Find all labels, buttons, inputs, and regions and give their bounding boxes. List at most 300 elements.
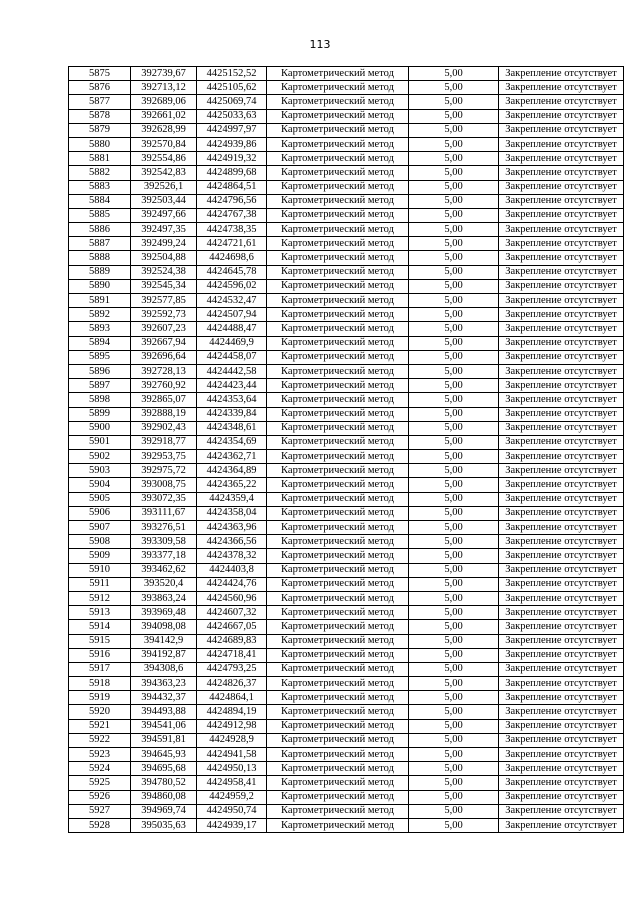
point-number-cell: 5889 bbox=[69, 265, 131, 279]
method-cell: Картометрический метод bbox=[267, 109, 409, 123]
method-cell: Картометрический метод bbox=[267, 691, 409, 705]
y-coordinate-cell: 4424826,37 bbox=[197, 677, 267, 691]
x-coordinate-cell: 392760,92 bbox=[131, 379, 197, 393]
fixation-note-cell: Закрепление отсутствует bbox=[499, 521, 624, 535]
x-coordinate-cell: 394493,88 bbox=[131, 705, 197, 719]
table-row bbox=[69, 719, 624, 733]
point-number-cell: 5878 bbox=[69, 109, 131, 123]
fixation-note-cell: Закрепление отсутствует bbox=[499, 407, 624, 421]
x-coordinate-cell: 393276,51 bbox=[131, 521, 197, 535]
fixation-note-cell: Закрепление отсутствует bbox=[499, 251, 624, 265]
fixation-note-cell: Закрепление отсутствует bbox=[499, 634, 624, 648]
fixation-note-cell: Закрепление отсутствует bbox=[499, 748, 624, 762]
point-number-cell: 5888 bbox=[69, 251, 131, 265]
fixation-note-cell: Закрепление отсутствует bbox=[499, 379, 624, 393]
accuracy-cell: 5,00 bbox=[409, 364, 499, 378]
x-coordinate-cell: 393462,62 bbox=[131, 563, 197, 577]
point-number-cell: 5909 bbox=[69, 549, 131, 563]
fixation-note-cell: Закрепление отсутствует bbox=[499, 308, 624, 322]
accuracy-cell: 5,00 bbox=[409, 223, 499, 237]
y-coordinate-cell: 4424596,02 bbox=[197, 279, 267, 293]
x-coordinate-cell: 394860,08 bbox=[131, 790, 197, 804]
x-coordinate-cell: 393111,67 bbox=[131, 506, 197, 520]
y-coordinate-cell: 4424912,98 bbox=[197, 719, 267, 733]
accuracy-cell: 5,00 bbox=[409, 166, 499, 180]
accuracy-cell: 5,00 bbox=[409, 435, 499, 449]
y-coordinate-cell: 4424442,58 bbox=[197, 364, 267, 378]
x-coordinate-cell: 392728,13 bbox=[131, 364, 197, 378]
method-cell: Картометрический метод bbox=[267, 237, 409, 251]
point-number-cell: 5886 bbox=[69, 223, 131, 237]
accuracy-cell: 5,00 bbox=[409, 620, 499, 634]
method-cell: Картометрический метод bbox=[267, 478, 409, 492]
table-row bbox=[69, 705, 624, 719]
point-number-cell: 5917 bbox=[69, 662, 131, 676]
table-row bbox=[69, 208, 624, 222]
y-coordinate-cell: 4424738,35 bbox=[197, 223, 267, 237]
x-coordinate-cell: 395035,63 bbox=[131, 818, 197, 832]
accuracy-cell: 5,00 bbox=[409, 634, 499, 648]
method-cell: Картометрический метод bbox=[267, 294, 409, 308]
method-cell: Картометрический метод bbox=[267, 804, 409, 818]
point-number-cell: 5928 bbox=[69, 818, 131, 832]
fixation-note-cell: Закрепление отсутствует bbox=[499, 364, 624, 378]
y-coordinate-cell: 4424928,9 bbox=[197, 733, 267, 747]
y-coordinate-cell: 4424507,94 bbox=[197, 308, 267, 322]
x-coordinate-cell: 392592,73 bbox=[131, 308, 197, 322]
fixation-note-cell: Закрепление отсутствует bbox=[499, 677, 624, 691]
fixation-note-cell: Закрепление отсутствует bbox=[499, 393, 624, 407]
accuracy-cell: 5,00 bbox=[409, 818, 499, 832]
method-cell: Картометрический метод bbox=[267, 506, 409, 520]
x-coordinate-cell: 392526,1 bbox=[131, 180, 197, 194]
accuracy-cell: 5,00 bbox=[409, 648, 499, 662]
y-coordinate-cell: 4424767,38 bbox=[197, 208, 267, 222]
method-cell: Картометрический метод bbox=[267, 364, 409, 378]
accuracy-cell: 5,00 bbox=[409, 492, 499, 506]
fixation-note-cell: Закрепление отсутствует bbox=[499, 223, 624, 237]
y-coordinate-cell: 4424362,71 bbox=[197, 450, 267, 464]
x-coordinate-cell: 392524,38 bbox=[131, 265, 197, 279]
accuracy-cell: 5,00 bbox=[409, 350, 499, 364]
point-number-cell: 5912 bbox=[69, 591, 131, 605]
fixation-note-cell: Закрепление отсутствует bbox=[499, 719, 624, 733]
method-cell: Картометрический метод bbox=[267, 748, 409, 762]
table-row bbox=[69, 506, 624, 520]
table-row bbox=[69, 407, 624, 421]
y-coordinate-cell: 4424950,13 bbox=[197, 762, 267, 776]
y-coordinate-cell: 4424348,61 bbox=[197, 421, 267, 435]
y-coordinate-cell: 4424458,07 bbox=[197, 350, 267, 364]
fixation-note-cell: Закрепление отсутствует bbox=[499, 279, 624, 293]
x-coordinate-cell: 392888,19 bbox=[131, 407, 197, 421]
table-row bbox=[69, 492, 624, 506]
point-number-cell: 5879 bbox=[69, 123, 131, 137]
accuracy-cell: 5,00 bbox=[409, 152, 499, 166]
method-cell: Картометрический метод bbox=[267, 662, 409, 676]
accuracy-cell: 5,00 bbox=[409, 563, 499, 577]
y-coordinate-cell: 4424939,86 bbox=[197, 137, 267, 151]
method-cell: Картометрический метод bbox=[267, 492, 409, 506]
y-coordinate-cell: 4424793,25 bbox=[197, 662, 267, 676]
x-coordinate-cell: 394645,93 bbox=[131, 748, 197, 762]
x-coordinate-cell: 392497,66 bbox=[131, 208, 197, 222]
x-coordinate-cell: 392554,86 bbox=[131, 152, 197, 166]
accuracy-cell: 5,00 bbox=[409, 591, 499, 605]
y-coordinate-cell: 4424353,64 bbox=[197, 393, 267, 407]
y-coordinate-cell: 4424864,1 bbox=[197, 691, 267, 705]
fixation-note-cell: Закрепление отсутствует bbox=[499, 662, 624, 676]
x-coordinate-cell: 392865,07 bbox=[131, 393, 197, 407]
accuracy-cell: 5,00 bbox=[409, 67, 499, 81]
y-coordinate-cell: 4424959,2 bbox=[197, 790, 267, 804]
table-row bbox=[69, 265, 624, 279]
fixation-note-cell: Закрепление отсутствует bbox=[499, 166, 624, 180]
x-coordinate-cell: 392545,34 bbox=[131, 279, 197, 293]
table-row bbox=[69, 393, 624, 407]
x-coordinate-cell: 394363,23 bbox=[131, 677, 197, 691]
point-number-cell: 5877 bbox=[69, 95, 131, 109]
method-cell: Картометрический метод bbox=[267, 733, 409, 747]
y-coordinate-cell: 4425069,74 bbox=[197, 95, 267, 109]
accuracy-cell: 5,00 bbox=[409, 677, 499, 691]
fixation-note-cell: Закрепление отсутствует bbox=[499, 691, 624, 705]
fixation-note-cell: Закрепление отсутствует bbox=[499, 336, 624, 350]
y-coordinate-cell: 4424365,22 bbox=[197, 478, 267, 492]
accuracy-cell: 5,00 bbox=[409, 393, 499, 407]
method-cell: Картометрический метод bbox=[267, 464, 409, 478]
y-coordinate-cell: 4424607,32 bbox=[197, 606, 267, 620]
accuracy-cell: 5,00 bbox=[409, 719, 499, 733]
fixation-note-cell: Закрепление отсутствует bbox=[499, 804, 624, 818]
table-row bbox=[69, 137, 624, 151]
x-coordinate-cell: 394780,52 bbox=[131, 776, 197, 790]
point-number-cell: 5918 bbox=[69, 677, 131, 691]
x-coordinate-cell: 392497,35 bbox=[131, 223, 197, 237]
point-number-cell: 5898 bbox=[69, 393, 131, 407]
table-row bbox=[69, 591, 624, 605]
point-number-cell: 5902 bbox=[69, 450, 131, 464]
y-coordinate-cell: 4424403,8 bbox=[197, 563, 267, 577]
accuracy-cell: 5,00 bbox=[409, 748, 499, 762]
y-coordinate-cell: 4424358,04 bbox=[197, 506, 267, 520]
point-number-cell: 5915 bbox=[69, 634, 131, 648]
accuracy-cell: 5,00 bbox=[409, 662, 499, 676]
table-row bbox=[69, 549, 624, 563]
x-coordinate-cell: 394308,6 bbox=[131, 662, 197, 676]
y-coordinate-cell: 4424532,47 bbox=[197, 294, 267, 308]
method-cell: Картометрический метод bbox=[267, 606, 409, 620]
y-coordinate-cell: 4424378,32 bbox=[197, 549, 267, 563]
table-row bbox=[69, 294, 624, 308]
point-number-cell: 5921 bbox=[69, 719, 131, 733]
accuracy-cell: 5,00 bbox=[409, 790, 499, 804]
accuracy-cell: 5,00 bbox=[409, 733, 499, 747]
method-cell: Картометрический метод bbox=[267, 67, 409, 81]
x-coordinate-cell: 392504,88 bbox=[131, 251, 197, 265]
method-cell: Картометрический метод bbox=[267, 677, 409, 691]
method-cell: Картометрический метод bbox=[267, 152, 409, 166]
method-cell: Картометрический метод bbox=[267, 223, 409, 237]
fixation-note-cell: Закрепление отсутствует bbox=[499, 450, 624, 464]
accuracy-cell: 5,00 bbox=[409, 137, 499, 151]
x-coordinate-cell: 393008,75 bbox=[131, 478, 197, 492]
table-row bbox=[69, 521, 624, 535]
table-row bbox=[69, 450, 624, 464]
point-number-cell: 5895 bbox=[69, 350, 131, 364]
method-cell: Картометрический метод bbox=[267, 705, 409, 719]
method-cell: Картометрический метод bbox=[267, 350, 409, 364]
accuracy-cell: 5,00 bbox=[409, 194, 499, 208]
table-row bbox=[69, 223, 624, 237]
table-row bbox=[69, 464, 624, 478]
x-coordinate-cell: 392902,43 bbox=[131, 421, 197, 435]
x-coordinate-cell: 394192,87 bbox=[131, 648, 197, 662]
accuracy-cell: 5,00 bbox=[409, 549, 499, 563]
x-coordinate-cell: 392975,72 bbox=[131, 464, 197, 478]
table-row bbox=[69, 308, 624, 322]
fixation-note-cell: Закрепление отсутствует bbox=[499, 180, 624, 194]
method-cell: Картометрический метод bbox=[267, 776, 409, 790]
accuracy-cell: 5,00 bbox=[409, 535, 499, 549]
point-number-cell: 5913 bbox=[69, 606, 131, 620]
fixation-note-cell: Закрепление отсутствует bbox=[499, 95, 624, 109]
y-coordinate-cell: 4424364,89 bbox=[197, 464, 267, 478]
x-coordinate-cell: 392661,02 bbox=[131, 109, 197, 123]
page-number: 113 bbox=[309, 38, 331, 51]
fixation-note-cell: Закрепление отсутствует bbox=[499, 762, 624, 776]
x-coordinate-cell: 394098,08 bbox=[131, 620, 197, 634]
y-coordinate-cell: 4424894,19 bbox=[197, 705, 267, 719]
fixation-note-cell: Закрепление отсутствует bbox=[499, 152, 624, 166]
x-coordinate-cell: 393072,35 bbox=[131, 492, 197, 506]
table-row bbox=[69, 180, 624, 194]
point-number-cell: 5926 bbox=[69, 790, 131, 804]
method-cell: Картометрический метод bbox=[267, 450, 409, 464]
method-cell: Картометрический метод bbox=[267, 265, 409, 279]
x-coordinate-cell: 393969,48 bbox=[131, 606, 197, 620]
point-number-cell: 5904 bbox=[69, 478, 131, 492]
point-number-cell: 5890 bbox=[69, 279, 131, 293]
fixation-note-cell: Закрепление отсутствует bbox=[499, 67, 624, 81]
accuracy-cell: 5,00 bbox=[409, 478, 499, 492]
y-coordinate-cell: 4424667,05 bbox=[197, 620, 267, 634]
point-number-cell: 5894 bbox=[69, 336, 131, 350]
method-cell: Картометрический метод bbox=[267, 648, 409, 662]
fixation-note-cell: Закрепление отсутствует bbox=[499, 194, 624, 208]
y-coordinate-cell: 4424363,96 bbox=[197, 521, 267, 535]
table-row bbox=[69, 435, 624, 449]
method-cell: Картометрический метод bbox=[267, 563, 409, 577]
y-coordinate-cell: 4424359,4 bbox=[197, 492, 267, 506]
point-number-cell: 5923 bbox=[69, 748, 131, 762]
method-cell: Картометрический метод bbox=[267, 95, 409, 109]
y-coordinate-cell: 4425033,63 bbox=[197, 109, 267, 123]
table-row bbox=[69, 634, 624, 648]
method-cell: Картометрический метод bbox=[267, 719, 409, 733]
x-coordinate-cell: 392499,24 bbox=[131, 237, 197, 251]
fixation-note-cell: Закрепление отсутствует bbox=[499, 591, 624, 605]
point-number-cell: 5908 bbox=[69, 535, 131, 549]
fixation-note-cell: Закрепление отсутствует bbox=[499, 109, 624, 123]
fixation-note-cell: Закрепление отсутствует bbox=[499, 577, 624, 591]
y-coordinate-cell: 4424339,84 bbox=[197, 407, 267, 421]
method-cell: Картометрический метод bbox=[267, 180, 409, 194]
accuracy-cell: 5,00 bbox=[409, 123, 499, 137]
method-cell: Картометрический метод bbox=[267, 762, 409, 776]
x-coordinate-cell: 392542,83 bbox=[131, 166, 197, 180]
y-coordinate-cell: 4424488,47 bbox=[197, 322, 267, 336]
point-number-cell: 5884 bbox=[69, 194, 131, 208]
point-number-cell: 5900 bbox=[69, 421, 131, 435]
accuracy-cell: 5,00 bbox=[409, 237, 499, 251]
y-coordinate-cell: 4424366,56 bbox=[197, 535, 267, 549]
fixation-note-cell: Закрепление отсутствует bbox=[499, 606, 624, 620]
accuracy-cell: 5,00 bbox=[409, 279, 499, 293]
point-number-cell: 5882 bbox=[69, 166, 131, 180]
method-cell: Картометрический метод bbox=[267, 407, 409, 421]
accuracy-cell: 5,00 bbox=[409, 407, 499, 421]
accuracy-cell: 5,00 bbox=[409, 762, 499, 776]
table-row bbox=[69, 535, 624, 549]
accuracy-cell: 5,00 bbox=[409, 109, 499, 123]
x-coordinate-cell: 394591,81 bbox=[131, 733, 197, 747]
x-coordinate-cell: 392696,64 bbox=[131, 350, 197, 364]
point-number-cell: 5907 bbox=[69, 521, 131, 535]
method-cell: Картометрический метод bbox=[267, 251, 409, 265]
accuracy-cell: 5,00 bbox=[409, 322, 499, 336]
method-cell: Картометрический метод bbox=[267, 535, 409, 549]
x-coordinate-cell: 393520,4 bbox=[131, 577, 197, 591]
method-cell: Картометрический метод bbox=[267, 620, 409, 634]
accuracy-cell: 5,00 bbox=[409, 95, 499, 109]
x-coordinate-cell: 394432,37 bbox=[131, 691, 197, 705]
accuracy-cell: 5,00 bbox=[409, 81, 499, 95]
table-row bbox=[69, 662, 624, 676]
y-coordinate-cell: 4424796,56 bbox=[197, 194, 267, 208]
x-coordinate-cell: 392667,94 bbox=[131, 336, 197, 350]
table-row bbox=[69, 478, 624, 492]
fixation-note-cell: Закрепление отсутствует bbox=[499, 648, 624, 662]
accuracy-cell: 5,00 bbox=[409, 464, 499, 478]
accuracy-cell: 5,00 bbox=[409, 577, 499, 591]
table-row bbox=[69, 620, 624, 634]
fixation-note-cell: Закрепление отсутствует bbox=[499, 705, 624, 719]
accuracy-cell: 5,00 bbox=[409, 265, 499, 279]
method-cell: Картометрический метод bbox=[267, 790, 409, 804]
table-row bbox=[69, 379, 624, 393]
accuracy-cell: 5,00 bbox=[409, 804, 499, 818]
fixation-note-cell: Закрепление отсутствует bbox=[499, 350, 624, 364]
x-coordinate-cell: 393377,18 bbox=[131, 549, 197, 563]
fixation-note-cell: Закрепление отсутствует bbox=[499, 492, 624, 506]
x-coordinate-cell: 392953,75 bbox=[131, 450, 197, 464]
point-number-cell: 5897 bbox=[69, 379, 131, 393]
y-coordinate-cell: 4424721,61 bbox=[197, 237, 267, 251]
y-coordinate-cell: 4424950,74 bbox=[197, 804, 267, 818]
table-row bbox=[69, 279, 624, 293]
fixation-note-cell: Закрепление отсутствует bbox=[499, 478, 624, 492]
accuracy-cell: 5,00 bbox=[409, 450, 499, 464]
point-number-cell: 5919 bbox=[69, 691, 131, 705]
x-coordinate-cell: 392628,99 bbox=[131, 123, 197, 137]
y-coordinate-cell: 4424718,41 bbox=[197, 648, 267, 662]
table-row bbox=[69, 648, 624, 662]
y-coordinate-cell: 4424645,78 bbox=[197, 265, 267, 279]
coordinates-table bbox=[68, 66, 624, 833]
fixation-note-cell: Закрепление отсутствует bbox=[499, 322, 624, 336]
x-coordinate-cell: 392570,84 bbox=[131, 137, 197, 151]
point-number-cell: 5880 bbox=[69, 137, 131, 151]
fixation-note-cell: Закрепление отсутствует bbox=[499, 208, 624, 222]
point-number-cell: 5922 bbox=[69, 733, 131, 747]
point-number-cell: 5910 bbox=[69, 563, 131, 577]
y-coordinate-cell: 4425105,62 bbox=[197, 81, 267, 95]
x-coordinate-cell: 392918,77 bbox=[131, 435, 197, 449]
x-coordinate-cell: 392739,67 bbox=[131, 67, 197, 81]
method-cell: Картометрический метод bbox=[267, 521, 409, 535]
point-number-cell: 5911 bbox=[69, 577, 131, 591]
point-number-cell: 5892 bbox=[69, 308, 131, 322]
y-coordinate-cell: 4424864,51 bbox=[197, 180, 267, 194]
accuracy-cell: 5,00 bbox=[409, 691, 499, 705]
fixation-note-cell: Закрепление отсутствует bbox=[499, 506, 624, 520]
x-coordinate-cell: 394969,74 bbox=[131, 804, 197, 818]
method-cell: Картометрический метод bbox=[267, 137, 409, 151]
fixation-note-cell: Закрепление отсутствует bbox=[499, 435, 624, 449]
x-coordinate-cell: 394695,68 bbox=[131, 762, 197, 776]
y-coordinate-cell: 4424958,41 bbox=[197, 776, 267, 790]
method-cell: Картометрический метод bbox=[267, 308, 409, 322]
accuracy-cell: 5,00 bbox=[409, 606, 499, 620]
x-coordinate-cell: 392503,44 bbox=[131, 194, 197, 208]
y-coordinate-cell: 4424997,97 bbox=[197, 123, 267, 137]
point-number-cell: 5906 bbox=[69, 506, 131, 520]
point-number-cell: 5881 bbox=[69, 152, 131, 166]
table-row bbox=[69, 421, 624, 435]
point-number-cell: 5914 bbox=[69, 620, 131, 634]
point-number-cell: 5885 bbox=[69, 208, 131, 222]
method-cell: Картометрический метод bbox=[267, 123, 409, 137]
method-cell: Картометрический метод bbox=[267, 81, 409, 95]
fixation-note-cell: Закрепление отсутствует bbox=[499, 733, 624, 747]
point-number-cell: 5883 bbox=[69, 180, 131, 194]
fixation-note-cell: Закрепление отсутствует bbox=[499, 620, 624, 634]
fixation-note-cell: Закрепление отсутствует bbox=[499, 818, 624, 832]
x-coordinate-cell: 392689,06 bbox=[131, 95, 197, 109]
fixation-note-cell: Закрепление отсутствует bbox=[499, 563, 624, 577]
y-coordinate-cell: 4424560,96 bbox=[197, 591, 267, 605]
point-number-cell: 5896 bbox=[69, 364, 131, 378]
accuracy-cell: 5,00 bbox=[409, 421, 499, 435]
table-row bbox=[69, 109, 624, 123]
table-row bbox=[69, 733, 624, 747]
table-row bbox=[69, 804, 624, 818]
table-row bbox=[69, 336, 624, 350]
point-number-cell: 5925 bbox=[69, 776, 131, 790]
point-number-cell: 5905 bbox=[69, 492, 131, 506]
accuracy-cell: 5,00 bbox=[409, 776, 499, 790]
method-cell: Картометрический метод bbox=[267, 421, 409, 435]
point-number-cell: 5891 bbox=[69, 294, 131, 308]
accuracy-cell: 5,00 bbox=[409, 208, 499, 222]
x-coordinate-cell: 393863,24 bbox=[131, 591, 197, 605]
method-cell: Картометрический метод bbox=[267, 549, 409, 563]
y-coordinate-cell: 4424698,6 bbox=[197, 251, 267, 265]
fixation-note-cell: Закрепление отсутствует bbox=[499, 123, 624, 137]
x-coordinate-cell: 394142,9 bbox=[131, 634, 197, 648]
point-number-cell: 5920 bbox=[69, 705, 131, 719]
